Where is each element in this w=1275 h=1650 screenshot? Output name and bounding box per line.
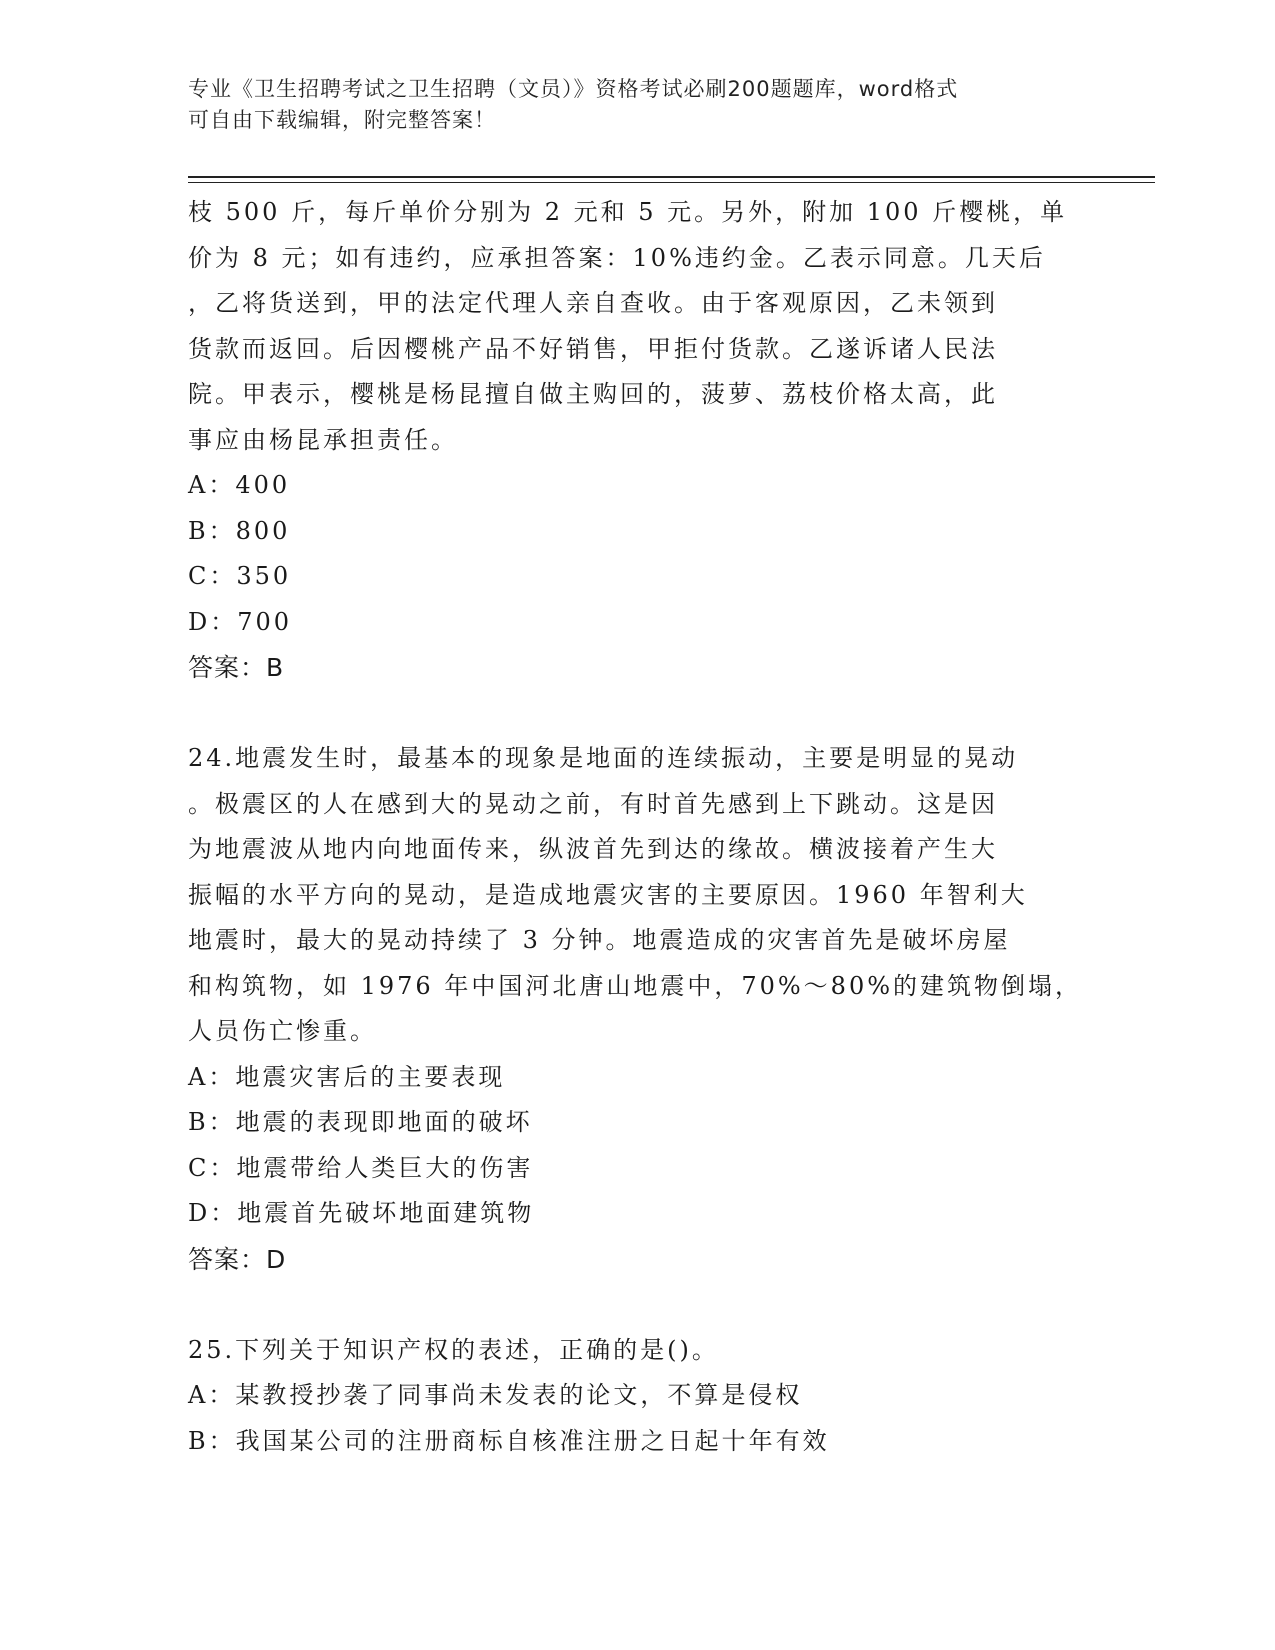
spacer bbox=[188, 691, 1073, 737]
header-divider bbox=[188, 176, 1155, 178]
question-text-line: 25.下列关于知识产权的表述，正确的是()。 bbox=[188, 1335, 719, 1364]
option-c: C：地震带给人类巨大的伤害 bbox=[188, 1153, 534, 1182]
question-text-line: 和构筑物，如 1976 年中国河北唐山地震中，70%～80%的建筑物倒塌， bbox=[188, 971, 1083, 1000]
question-text-line: 人员伤亡惨重。 bbox=[188, 1017, 377, 1045]
option-a: A：某教授抄袭了同事尚未发表的论文，不算是侵权 bbox=[188, 1381, 803, 1409]
question-text-line: 价为 8 元；如有违约，应承担答案：10%违约金。乙表示同意。几天后 bbox=[188, 243, 1046, 272]
document-header bbox=[188, 74, 1068, 136]
option-b: B：我国某公司的注册商标自核准注册之日起十年有效 bbox=[188, 1426, 830, 1455]
question-text-line: 地震时，最大的晃动持续了 3 分钟。地震造成的灾害首先是破坏房屋 bbox=[188, 926, 1011, 954]
question-23-continued bbox=[188, 190, 1073, 691]
option-b: B：800 bbox=[188, 516, 291, 545]
header-line-2: 可自由下载编辑，附完整答案！ bbox=[188, 108, 496, 132]
question-text-line: 为地震波从地内向地面传来，纵波首先到达的缘故。横波接着产生大 bbox=[188, 835, 998, 863]
question-text-line: 。极震区的人在感到大的晃动之前，有时首先感到上下跳动。这是因 bbox=[188, 789, 998, 818]
header-line-1: 专业《卫生招聘考试之卫生招聘（文员）》资格考试必刷200题题库，word格式 bbox=[188, 77, 959, 101]
question-text-line: 院。甲表示，樱桃是杨昆擅自做主购回的，菠萝、荔枝价格太高，此 bbox=[188, 380, 998, 408]
option-a: A：400 bbox=[188, 471, 291, 499]
question-text-line: ，乙将货送到，甲的法定代理人亲自查收。由于客观原因，乙未领到 bbox=[188, 289, 998, 317]
spacer bbox=[188, 1282, 1073, 1328]
option-d: D：700 bbox=[188, 607, 293, 636]
option-d: D：地震首先破坏地面建筑物 bbox=[188, 1199, 535, 1227]
option-b: B：地震的表现即地面的破坏 bbox=[188, 1108, 533, 1136]
header-divider-thin bbox=[188, 182, 1155, 183]
option-c: C：350 bbox=[188, 562, 292, 590]
question-text-line: 事应由杨昆承担责任。 bbox=[188, 425, 458, 454]
answer-label: 答案：B bbox=[188, 653, 285, 682]
answer-label: 答案：D bbox=[188, 1244, 287, 1274]
question-24 bbox=[188, 736, 1083, 1282]
question-text-line: 货款而返回。后因樱桃产品不好销售，甲拒付货款。乙遂诉诸人民法 bbox=[188, 334, 998, 363]
question-25 bbox=[188, 1328, 1073, 1465]
document-body bbox=[188, 190, 1083, 1464]
question-text-line: 24.地震发生时，最基本的现象是地面的连续振动，主要是明显的晃动 bbox=[188, 744, 1019, 772]
question-text-line: 振幅的水平方向的晃动，是造成地震灾害的主要原因。1960 年智利大 bbox=[188, 880, 1028, 909]
question-text-line: 枝 500 斤，每斤单价分别为 2 元和 5 元。另外，附加 100 斤樱桃，单 bbox=[188, 198, 1068, 226]
option-a: A：地震灾害后的主要表现 bbox=[188, 1062, 506, 1091]
